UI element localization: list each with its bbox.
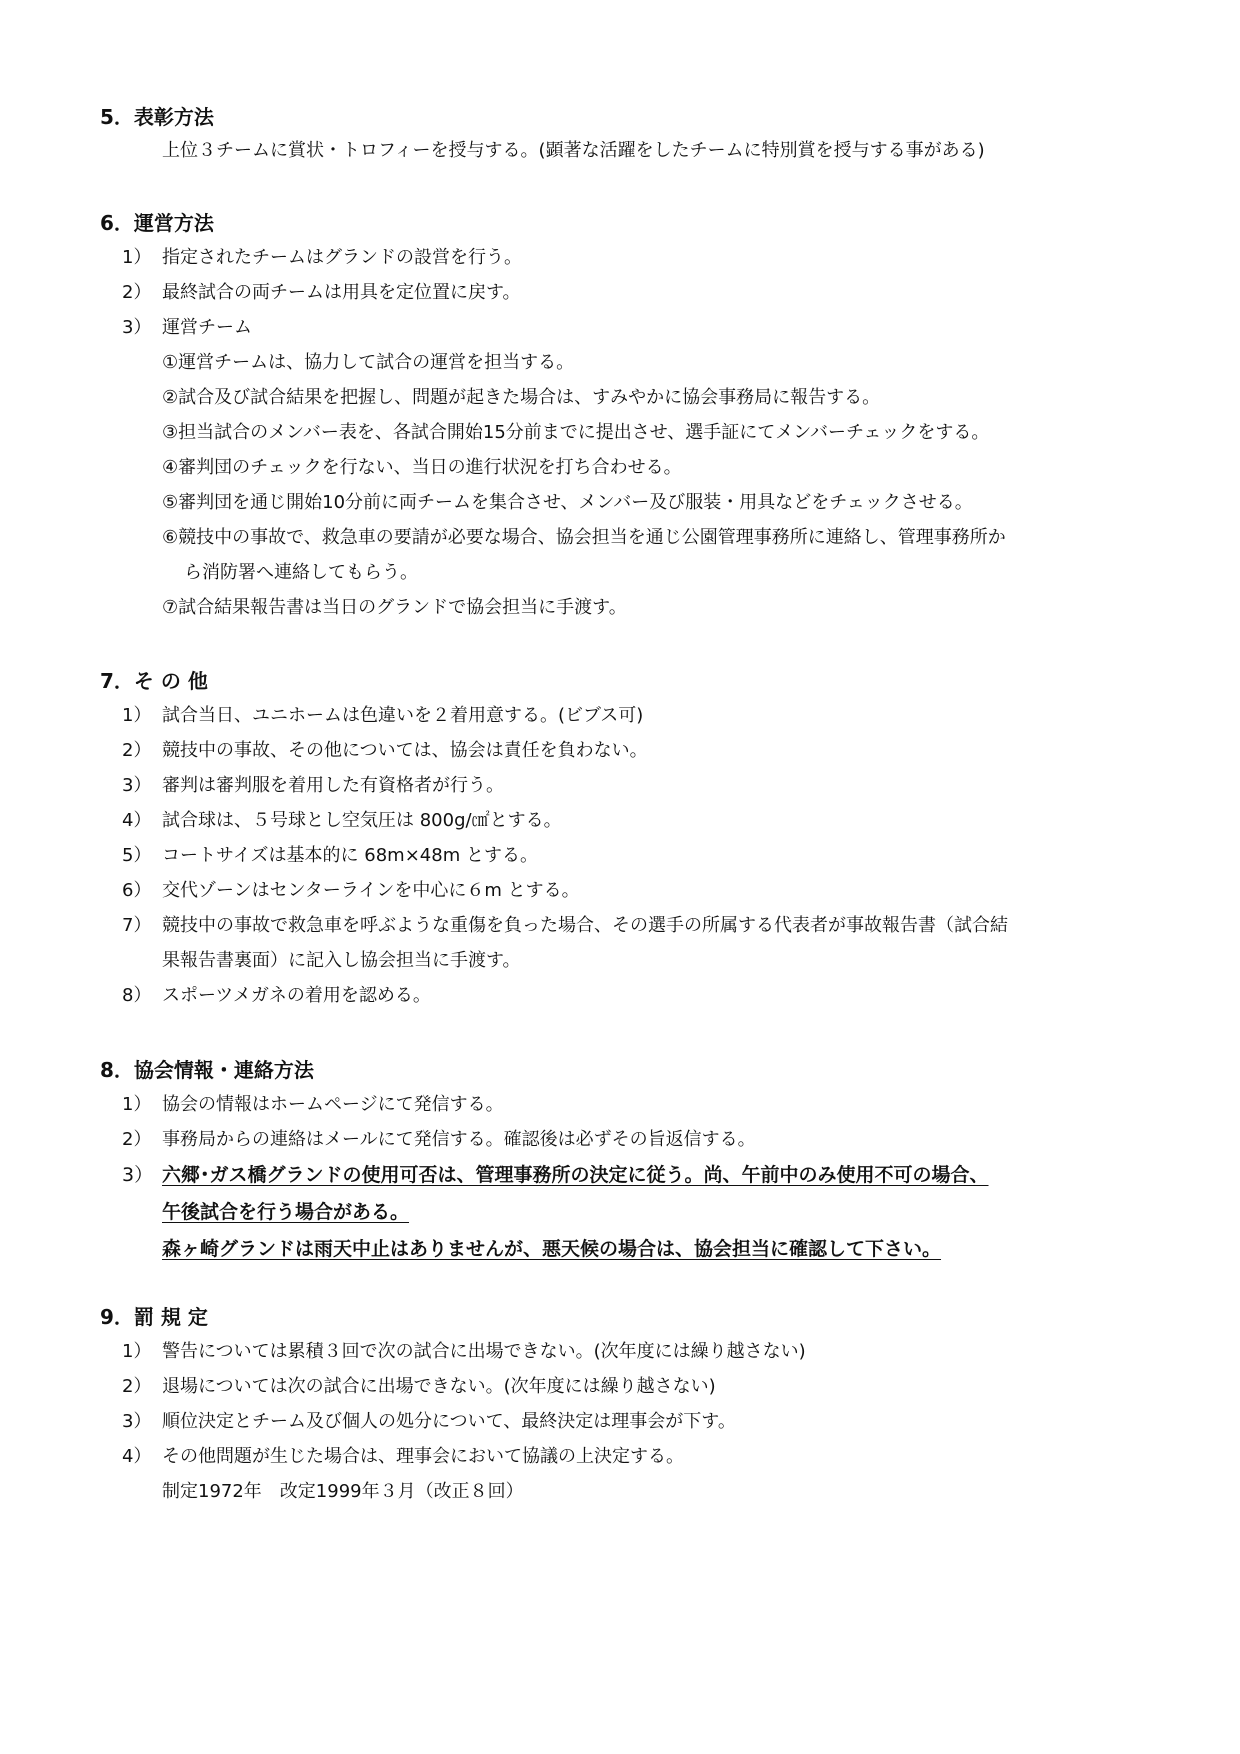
list-item-number: 1） xyxy=(122,1094,152,1115)
list-item xyxy=(100,1122,1160,1157)
list-item xyxy=(100,908,1160,943)
list-item xyxy=(100,1334,1160,1369)
list-item-number: 2） xyxy=(122,1129,152,1150)
list-item-number: 2） xyxy=(122,1376,152,1397)
list-item-continuation xyxy=(100,943,1160,978)
list-item-text: 試合球は、５号球とし空気圧は 800g/㎠とする。 xyxy=(162,810,562,831)
section-6-title: 6．運営方法 xyxy=(100,211,214,235)
list-item xyxy=(100,873,1160,908)
section-8-title: 8．協会情報・連絡方法 xyxy=(100,1058,314,1082)
sub-item: ①運営チームは、協力して試合の運営を担当する。 xyxy=(162,352,575,373)
revision-note: 制定1972年 改定1999年３月（改正８回） xyxy=(162,1481,524,1502)
list-item xyxy=(100,1439,1160,1474)
list-item-number: 3） xyxy=(122,775,152,796)
list-item xyxy=(100,838,1160,873)
list-item-text: 退場については次の試合に出場できない。(次年度には繰り越さない) xyxy=(162,1376,716,1397)
list-item-text: 指定されたチームはグランドの設営を行う。 xyxy=(162,247,522,268)
list-item-text: 順位決定とチーム及び個人の処分について、最終決定は理事会が下す。 xyxy=(162,1411,736,1432)
section-8 xyxy=(100,1053,1160,1268)
list-item-number: 1） xyxy=(122,1341,152,1362)
list-item-text: 協会の情報はホームページにて発信する。 xyxy=(162,1094,504,1115)
list-item-text: 審判は審判服を着用した有資格者が行う。 xyxy=(162,775,504,796)
sub-item: ⑥競技中の事故で、救急車の要請が必要な場合、協会担当を通じ公園管理事務所に連絡し、管理事務所か xyxy=(162,527,1006,548)
list-item-text: 競技中の事故で救急車を呼ぶような重傷を負った場合、その選手の所属する代表者が事故報告書（試合結 xyxy=(162,915,1008,936)
list-item-text: その他問題が生じた場合は、理事会において協議の上決定する。 xyxy=(162,1446,684,1467)
list-item-number: 1） xyxy=(122,705,152,726)
section-5-title: 5．表彰方法 xyxy=(100,105,214,129)
list-item-number: 4） xyxy=(122,1446,152,1467)
list-item-text: 試合当日、ユニホームは色違いを２着用意する。(ビブス可) xyxy=(162,705,644,726)
list-item-number: 5） xyxy=(122,845,152,866)
list-item-number: 2） xyxy=(122,740,152,761)
list-item-emphasis-continuation xyxy=(100,1231,1160,1268)
list-item-number: 6） xyxy=(122,880,152,901)
list-item xyxy=(100,803,1160,838)
list-item-number: 3） xyxy=(122,1164,154,1186)
list-item-number: 2） xyxy=(122,282,152,303)
list-item-text: 最終試合の両チームは用具を定位置に戻す。 xyxy=(162,282,521,303)
sub-item: ③担当試合のメンバー表を、各試合開始15分前までに提出させ、選手証にてメンバーチェックをする。 xyxy=(162,422,990,443)
list-item xyxy=(100,240,1160,275)
section-9 xyxy=(100,1300,1160,1509)
emphasis-text: 午後試合を行う場合がある。 xyxy=(162,1201,410,1223)
list-item-text: 競技中の事故、その他については、協会は責任を負わない。 xyxy=(162,740,648,761)
section-6 xyxy=(100,206,1160,625)
sub-item: ⑤審判団を通じ開始10分前に両チームを集合させ、メンバー及び服装・用具などをチェックさせる。 xyxy=(162,492,973,513)
list-item-text: 交代ゾーンはセンターラインを中心に６m とする。 xyxy=(162,880,580,901)
list-item-text: スポーツメガネの着用を認める。 xyxy=(162,985,431,1006)
section-5-body: 上位３チームに賞状・トロフィーを授与する。(顕著な活躍をしたチームに特別賞を授与する事がある) xyxy=(162,140,985,161)
section-9-title: 9．罰 規 定 xyxy=(100,1305,208,1329)
list-item-text: 警告については累積３回で次の試合に出場できない。(次年度には繰り越さない) xyxy=(162,1341,806,1362)
section-7-title: 7．そ の 他 xyxy=(100,669,208,693)
emphasis-text: 六郷･ガス橋グランドの使用可否は、管理事務所の決定に従う。尚、午前中のみ使用不可の場合、 xyxy=(162,1164,989,1186)
list-item xyxy=(100,768,1160,803)
list-item xyxy=(100,978,1160,1013)
list-item-number: 7） xyxy=(122,915,152,936)
list-item xyxy=(100,1369,1160,1404)
list-item xyxy=(100,310,1160,345)
list-item-text: コートサイズは基本的に 68m×48m とする。 xyxy=(162,845,538,866)
list-item-number: 8） xyxy=(122,985,152,1006)
sub-item: ⑦試合結果報告書は当日のグランドで協会担当に手渡す。 xyxy=(162,597,627,618)
list-item-emphasis xyxy=(100,1157,1160,1194)
list-item xyxy=(100,1087,1160,1122)
list-item-number: 4） xyxy=(122,810,152,831)
sub-item: ②試合及び試合結果を把握し、問題が起きた場合は、すみやかに協会事務局に報告する。 xyxy=(162,387,881,408)
list-item-text: 事務局からの連絡はメールにて発信する。確認後は必ずその旨返信する。 xyxy=(162,1129,756,1150)
list-item-emphasis-continuation xyxy=(100,1194,1160,1231)
list-item-number xyxy=(100,943,162,978)
list-item-number: 3） xyxy=(122,1411,152,1432)
emphasis-text: 森ヶ崎グランドは雨天中止はありませんが、悪天候の場合は、協会担当に確認して下さい。 xyxy=(162,1238,942,1260)
list-item xyxy=(100,733,1160,768)
list-item xyxy=(100,275,1160,310)
list-item-number: 3） xyxy=(122,317,152,338)
section-5 xyxy=(100,100,1160,168)
list-item xyxy=(100,698,1160,733)
list-item-number: 1） xyxy=(122,247,152,268)
section-7 xyxy=(100,664,1160,1013)
list-item xyxy=(100,1404,1160,1439)
sub-item-continuation: ら消防署へ連絡してもらう。 xyxy=(184,562,418,583)
list-item-text: 果報告書裏面）に記入し協会担当に手渡す。 xyxy=(162,950,521,971)
sub-item: ④審判団のチェックを行ない、当日の進行状況を打ち合わせる。 xyxy=(162,457,682,478)
list-item-text: 運営チーム xyxy=(162,317,252,338)
